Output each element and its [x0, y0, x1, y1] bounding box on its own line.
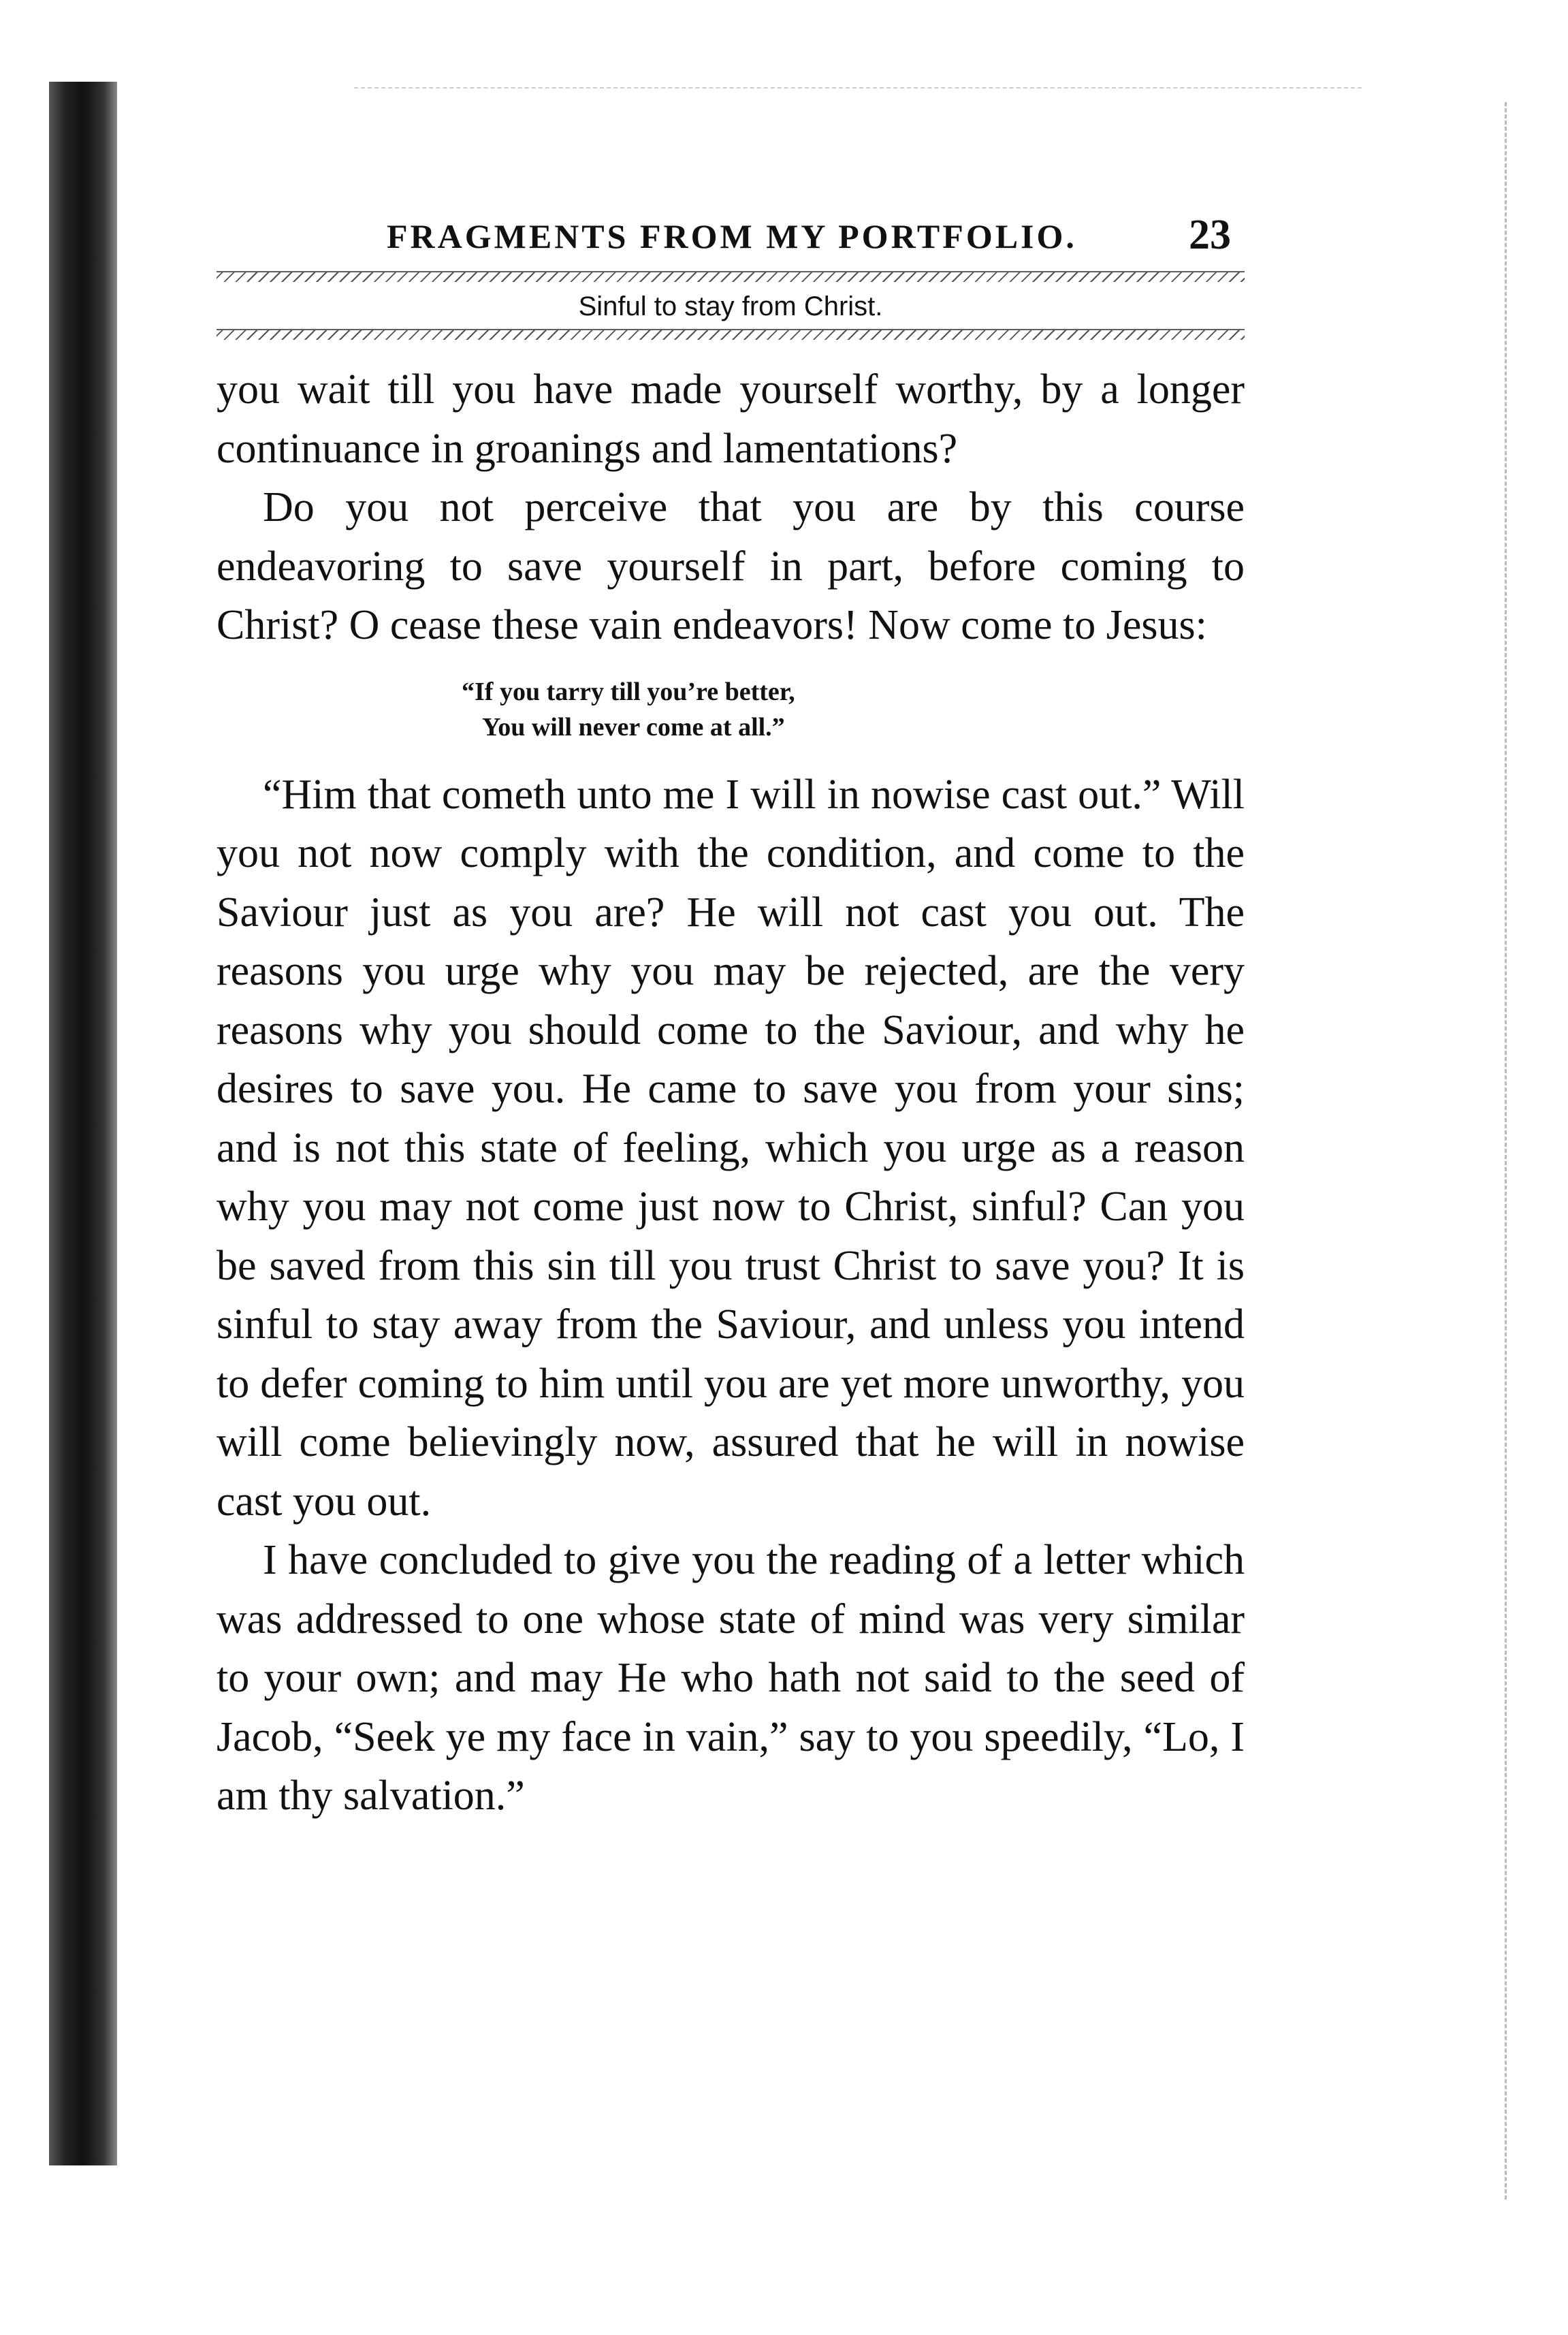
book-page — [217, 204, 1245, 1826]
running-title: FRAGMENTS FROM MY PORTFOLIO. — [387, 217, 1077, 255]
paragraph-2: Do you not perceive that you are by this course endeavoring to save yourself in part, before coming to Christ? O cease these vain endeavors! Now come to Jesus: — [217, 484, 1245, 648]
verse-quote — [217, 674, 1245, 745]
paragraph-1: you wait till you have made yourself worthy, by a longer continuance in groanings and lamentations? — [217, 366, 1245, 472]
paragraph-3: “Him that cometh unto me I will in nowise cast out.” Will you not now comply with the condition, and come to the Saviour just as you are? He will not cast you out. The reasons you urge why you may be rejected, are the very reasons why you should come to the Saviour, and why he desires to save you. He came to save you from your sins; and is not this state of feeling, which you urge as a reason why you may not come just now to Christ, sinful? Can you be saved from this sin till you trust Christ to save you? It is sinful to stay away from the Saviour, and unless you intend to defer coming to him until you are yet more unworthy, you will come believingly now, assured that he will in nowise cast you out. — [217, 771, 1245, 1525]
section-subhead: Sinful to stay from Christ. — [578, 291, 883, 321]
body-text — [217, 360, 1245, 1826]
top-wavy-rule — [217, 271, 1245, 282]
page-top-edge — [354, 87, 1362, 90]
verse-line-2: You will never come at all.” — [482, 712, 785, 742]
page-number: 23 — [1189, 212, 1231, 258]
page-right-edge — [1502, 102, 1507, 2199]
book-spine-shadow — [49, 82, 117, 2165]
running-head — [217, 204, 1245, 266]
bottom-wavy-rule — [217, 329, 1245, 340]
paragraph-4: I have concluded to give you the reading of a letter which was addressed to one whose state of mind was very similar to your own; and may He who hath not said to the seed of Jacob, “Seek ye my face in vain,” say to you speedily, “Lo, I am thy salvation.” — [217, 1537, 1245, 1819]
verse-line-1: “If you tarry till you’re better, — [462, 677, 795, 706]
